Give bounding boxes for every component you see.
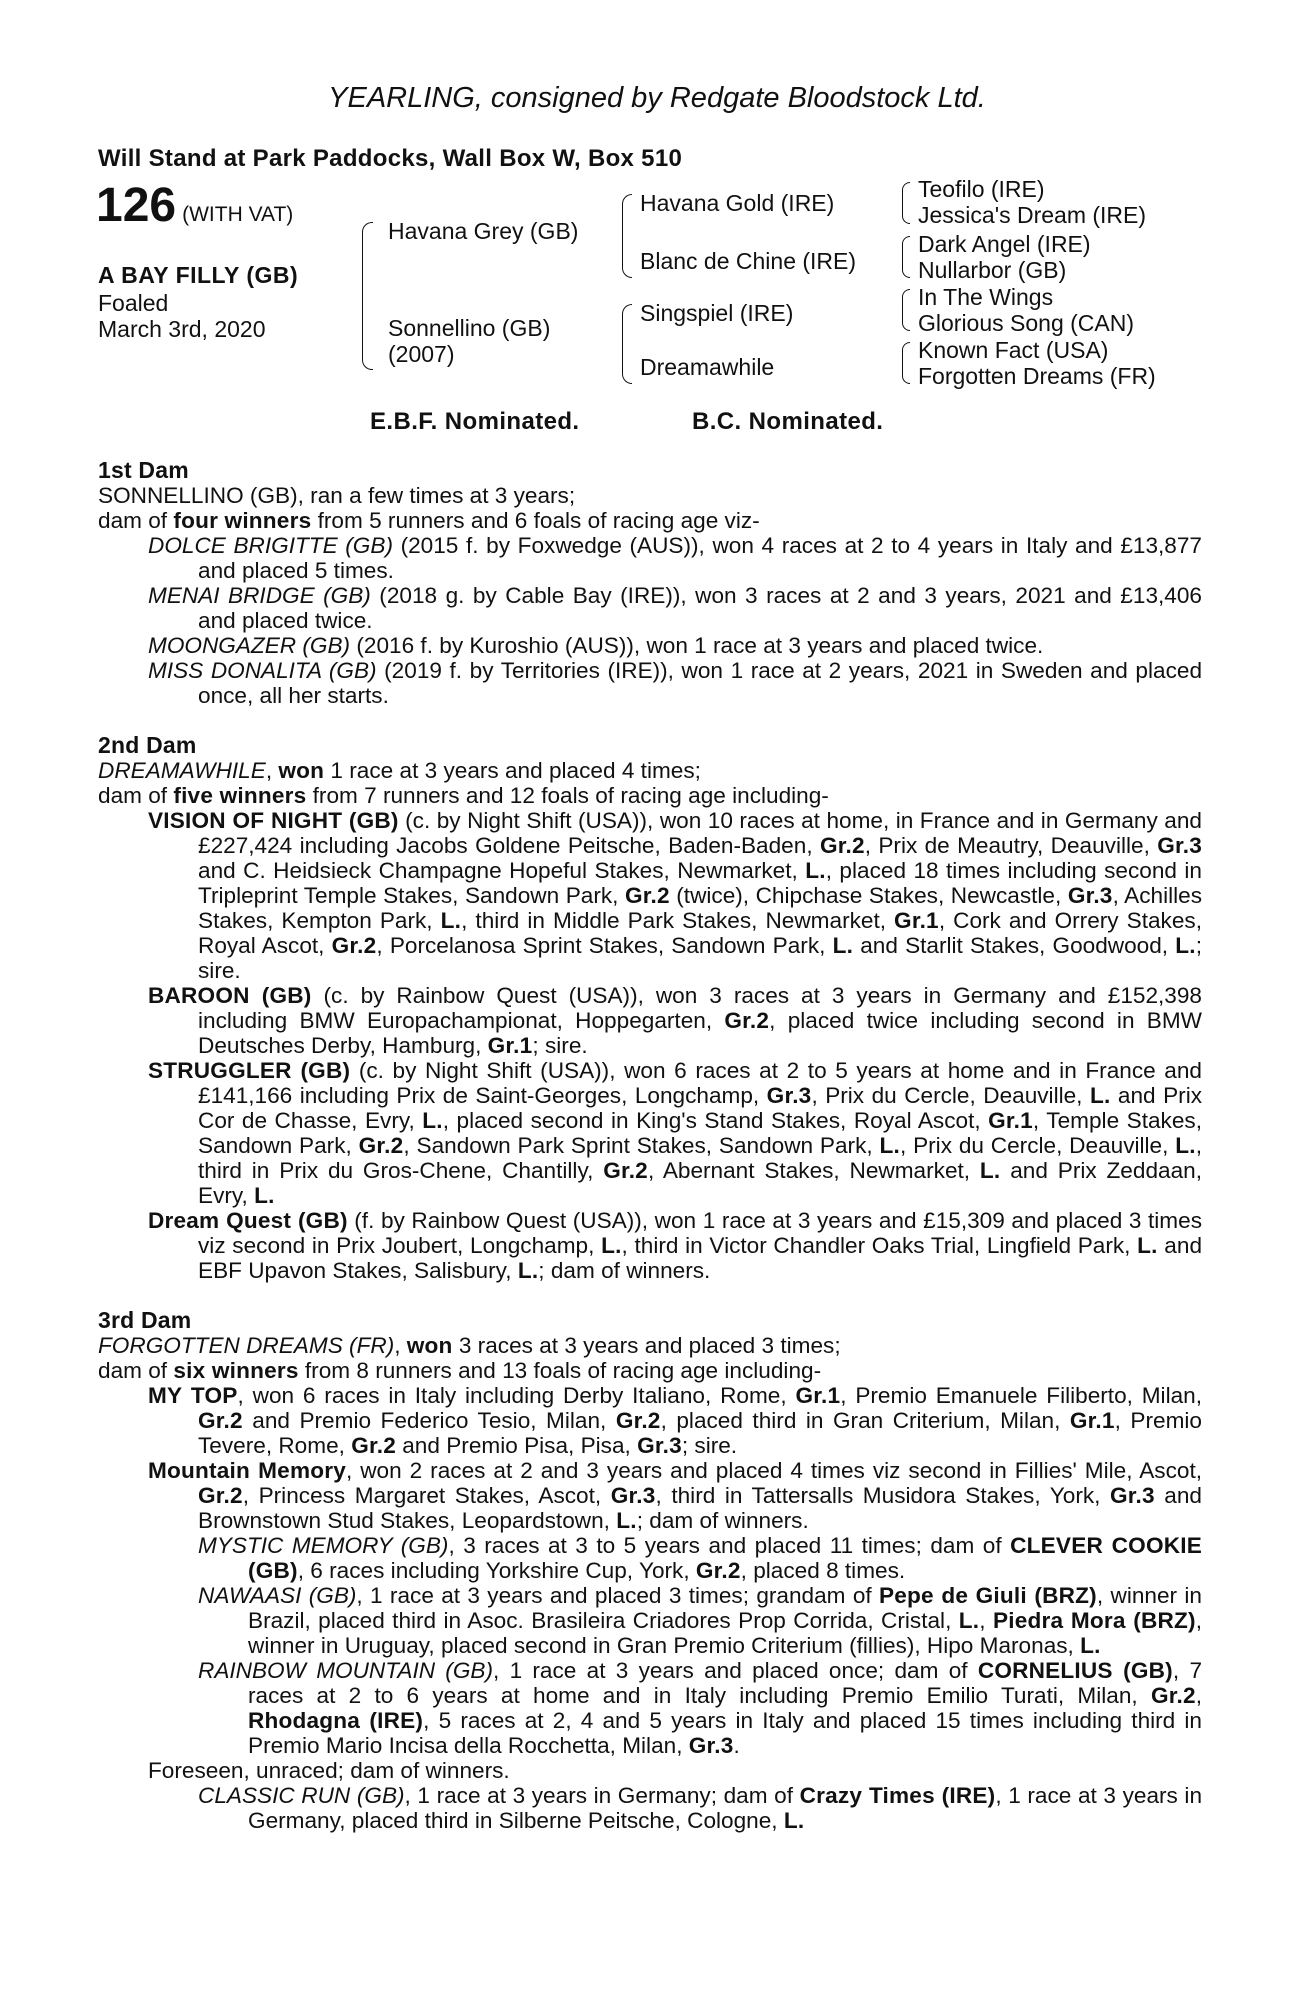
second-dam-line-2: dam of five winners from 7 runners and 12 foals of racing age including- bbox=[98, 783, 829, 808]
third-dam-grand-produce-mystic-memory: MYSTIC MEMORY (GB), 3 races at 3 to 5 years and placed 11 times; dam of CLEVER COOKIE (GB), 6 races including Yorkshire Cup, York, Gr.2, placed 8 times. bbox=[198, 1533, 1202, 1583]
third-dam-produce-foreseen: Foreseen, unraced; dam of winners. bbox=[148, 1758, 510, 1783]
pedigree-ggp-3: Dark Angel (IRE) bbox=[918, 231, 1091, 257]
pedigree-ggp-8: Forgotten Dreams (FR) bbox=[918, 363, 1156, 389]
second-dam-produce-vision-of-night: VISION OF NIGHT (GB) (c. by Night Shift (USA)), won 10 races at home, in France and in Germany and £227,424 including Jacobs Goldene Peitsche, Baden-Baden, Gr.2, Prix de Meautry, Deauville, Gr.3 and C. Heidsieck Champagne Hopeful Stakes, Newmarket, L., placed 18 times including second in Tripleprint Temple Stakes, Sandown Park, Gr.2 (twice), Chipchase Stakes, Newcastle, Gr.3, Achilles Stakes, Kempton Park, L., third in Middle Park Stakes, Newmarket, Gr.1, Cork and Orrery Stakes, Royal Ascot, Gr.2, Porcelanosa Sprint Stakes, Sandown Park, L. and Starlit Stakes, Goodwood, L.; sire. bbox=[148, 808, 1202, 983]
pedigree-ggp-5: In The Wings bbox=[918, 284, 1054, 310]
third-dam-section bbox=[98, 1308, 1202, 1833]
second-dam-heading: 2nd Dam bbox=[98, 732, 197, 758]
lot-block bbox=[96, 178, 293, 233]
third-dam-grand-produce-nawaasi: NAWAASI (GB), 1 race at 3 years and placed 3 times; grandam of Pepe de Giuli (BRZ), winner in Brazil, placed third in Asoc. Brasileira Criadores Prop Corrida, Cristal, L., Piedra Mora (BRZ), winner in Uruguay, placed second in Gran Premio Criterium (fillies), Hipo Maronas, L. bbox=[198, 1583, 1202, 1658]
pedigree-ggp-6: Glorious Song (CAN) bbox=[918, 310, 1135, 336]
second-dam-produce-baroon: BAROON (GB) (c. by Rainbow Quest (USA)), won 3 races at 3 years in Germany and £152,398 including BMW Europachampionat, Hoppegarten, Gr.2, placed twice including second in BMW Deutsches Derby, Hamburg, Gr.1; sire. bbox=[148, 983, 1203, 1058]
pedigree-brace-g3 bbox=[902, 289, 910, 331]
pedigree-dam-dam: Dreamawhile bbox=[640, 354, 775, 380]
pedigree-brace-dam bbox=[622, 304, 632, 384]
third-dam-line-1: FORGOTTEN DREAMS (FR), won 3 races at 3 years and placed 3 times; bbox=[98, 1333, 841, 1358]
first-dam-produce-3: MOONGAZER (GB) (2016 f. by Kuroshio (AUS)), won 1 race at 3 years and placed twice. bbox=[148, 633, 1044, 658]
pedigree-sire-sire: Havana Gold (IRE) bbox=[640, 190, 835, 216]
third-dam-grand-produce-classic-run: CLASSIC RUN (GB), 1 race at 3 years in Germany; dam of Crazy Times (IRE), 1 race at 3 years in Germany, placed third in Silberne Peitsche, Cologne, L. bbox=[198, 1783, 1203, 1833]
pedigree-sire-dam: Blanc de Chine (IRE) bbox=[640, 248, 857, 274]
first-dam-produce-2: MENAI BRIDGE (GB) (2018 g. by Cable Bay (IRE)), won 3 races at 2 and 3 years, 2021 and £13,406 and placed twice. bbox=[148, 583, 1202, 633]
ebf-nomination: E.B.F. Nominated. bbox=[370, 408, 580, 435]
pedigree-brace-sire bbox=[622, 194, 632, 278]
foaled-block bbox=[98, 290, 265, 342]
second-dam-produce-dream-quest: Dream Quest (GB) (f. by Rainbow Quest (USA)), won 1 race at 3 years and £15,309 and placed 3 times viz second in Prix Joubert, Longchamp, L., third in Victor Chandler Oaks Trial, Lingfield Park, L. and EBF Upavon Stakes, Salisbury, L.; dam of winners. bbox=[148, 1208, 1203, 1283]
first-dam-line-2: dam of four winners from 5 runners and 6 foals of racing age viz- bbox=[98, 508, 760, 533]
pedigree-brace-main bbox=[362, 222, 373, 370]
pedigree-dam: Sonnellino (GB) bbox=[388, 315, 551, 341]
pedigree-dam-year: (2007) bbox=[388, 341, 455, 367]
third-dam-line-2: dam of six winners from 8 runners and 13 foals of racing age including- bbox=[98, 1358, 822, 1383]
bc-nomination: B.C. Nominated. bbox=[692, 408, 884, 435]
second-dam-section bbox=[98, 733, 1202, 1283]
pedigree-dam-sire: Singspiel (IRE) bbox=[640, 300, 794, 326]
third-dam-produce-mountain-memory: Mountain Memory, won 2 races at 2 and 3 years and placed 4 times viz second in Fillies' Mile, Ascot, Gr.2, Princess Margaret Stakes, Ascot, Gr.3, third in Tattersalls Musidora Stakes, York, Gr.3 and Brownstown Stud Stakes, Leopardstown, L.; dam of winners. bbox=[148, 1458, 1202, 1533]
first-dam-produce-1: DOLCE BRIGITTE (GB) (2015 f. by Foxwedge (AUS)), won 4 races at 2 to 4 years in Italy and £13,877 and placed 5 times. bbox=[148, 533, 1202, 583]
second-dam-line-1: DREAMAWHILE, won 1 race at 3 years and placed 4 times; bbox=[98, 758, 701, 783]
first-dam-produce-4: MISS DONALITA (GB) (2019 f. by Territories (IRE)), won 1 race at 2 years, 2021 in Sweden and placed once, all her starts. bbox=[148, 658, 1203, 708]
catalogue-body bbox=[98, 458, 1202, 1833]
first-dam-section bbox=[98, 458, 1202, 708]
page-header: YEARLING, consigned by Redgate Bloodstock Ltd. bbox=[328, 82, 986, 114]
pedigree-ggp-7: Known Fact (USA) bbox=[918, 337, 1109, 363]
stand-location: Will Stand at Park Paddocks, Wall Box W, Box 510 bbox=[98, 145, 683, 172]
pedigree-brace-g2 bbox=[902, 236, 910, 278]
second-dam-produce-struggler: STRUGGLER (GB) (c. by Night Shift (USA)), won 6 races at 2 to 5 years at home and in France and £141,166 including Prix de Saint-Georges, Longchamp, Gr.3, Prix du Cercle, Deauville, L. and Prix Cor de Chasse, Evry, L., placed second in King's Stand Stakes, Royal Ascot, Gr.1, Temple Stakes, Sandown Park, Gr.2, Sandown Park Sprint Stakes, Sandown Park, L., Prix du Cercle, Deauville, L., third in Prix du Gros-Chene, Chantilly, Gr.2, Abernant Stakes, Newmarket, L. and Prix Zeddaan, Evry, L. bbox=[148, 1058, 1203, 1208]
pedigree-ggp-1: Teofilo (IRE) bbox=[918, 176, 1045, 202]
third-dam-grand-produce-rainbow-mountain: RAINBOW MOUNTAIN (GB), 1 race at 3 years and placed once; dam of CORNELIUS (GB), 7 races at 2 to 6 years at home and in Italy including Premio Emilio Turati, Milan, Gr.2, Rhodagna (IRE), 5 races at 2, 4 and 5 years in Italy and placed 15 times including third in Premio Mario Incisa della Rocchetta, Milan, Gr.3. bbox=[198, 1658, 1203, 1758]
foaled-label: Foaled bbox=[98, 290, 169, 316]
third-dam-produce-my-top: MY TOP, won 6 races in Italy including Derby Italiano, Rome, Gr.1, Premio Emanuele Filiberto, Milan, Gr.2 and Premio Federico Tesio, Milan, Gr.2, placed third in Gran Criterium, Milan, Gr.1, Premio Tevere, Rome, Gr.2 and Premio Pisa, Pisa, Gr.3; sire. bbox=[148, 1383, 1203, 1458]
horse-name: A BAY FILLY (GB) bbox=[98, 262, 299, 288]
pedigree-brace-g4 bbox=[902, 342, 910, 384]
pedigree-brace-g1 bbox=[902, 182, 910, 224]
pedigree-sire: Havana Grey (GB) bbox=[388, 218, 579, 244]
third-dam-heading: 3rd Dam bbox=[98, 1307, 192, 1333]
lot-number: 126 bbox=[96, 179, 177, 232]
pedigree-ggp-4: Nullarbor (GB) bbox=[918, 257, 1067, 283]
first-dam-heading: 1st Dam bbox=[98, 457, 189, 483]
first-dam-line-1: SONNELLINO (GB), ran a few times at 3 years; bbox=[98, 483, 576, 508]
foaled-date: March 3rd, 2020 bbox=[98, 316, 266, 342]
pedigree-ggp-2: Jessica's Dream (IRE) bbox=[918, 202, 1147, 228]
lot-vat: (WITH VAT) bbox=[182, 203, 294, 226]
